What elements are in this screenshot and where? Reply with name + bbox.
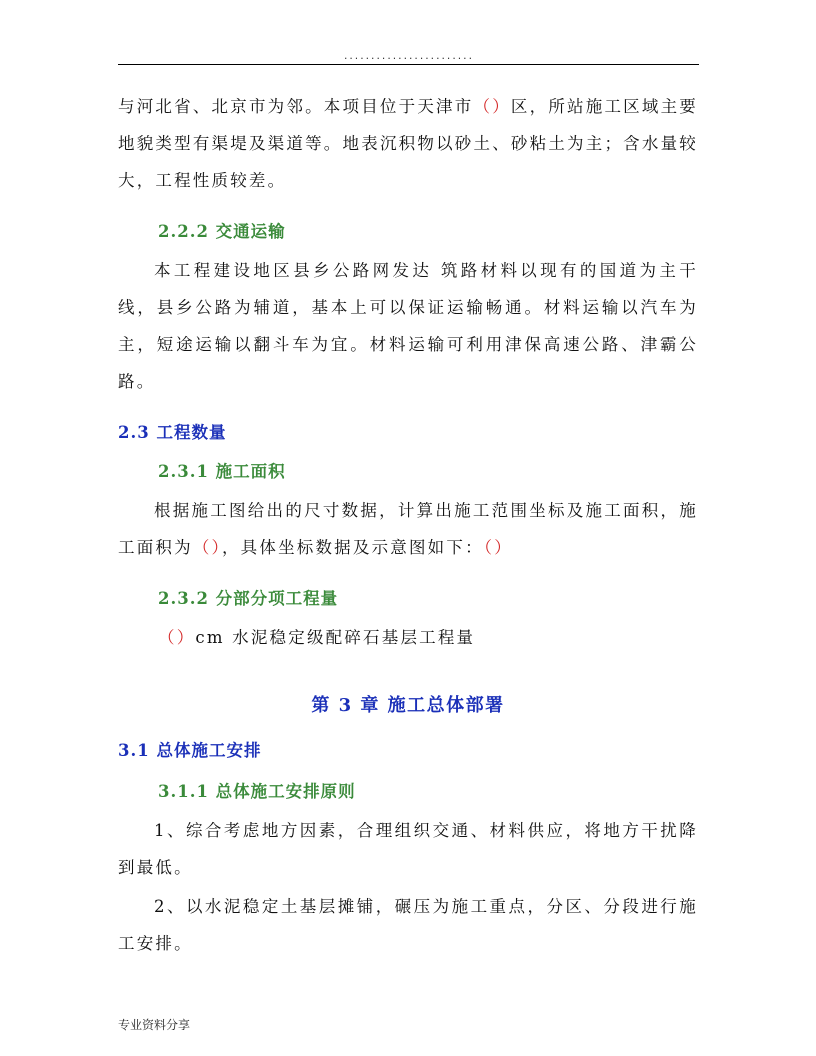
location-text-line3: 大，工程性质较差。 <box>118 171 287 190</box>
paragraph-location <box>118 88 698 199</box>
heading-3-1: 3.1 总体施工安排 <box>118 741 262 760</box>
quantity-blank: （） <box>158 628 196 647</box>
quantity-text: cm 水泥稳定级配碎石基层工程量 <box>195 628 476 647</box>
area-blank-2: （） <box>483 538 513 557</box>
paragraph-quantity <box>118 619 698 656</box>
location-text-line2: 地貌类型有渠堤及渠道等。地表沉积物以砂土、砂粘土为主；含水量较 <box>118 134 698 153</box>
location-text-b: 区，所站施工区域主要 <box>510 97 698 116</box>
page-footer: 专业资料分享 <box>118 1018 191 1032</box>
paragraph-area <box>118 492 698 566</box>
area-blank-1: （） <box>192 538 222 557</box>
area-text-b: ，具体坐标数据及示意图如下： <box>221 538 484 557</box>
heading-2-3-2: 2.3.2 分部分项工程量 <box>158 589 339 608</box>
document-body <box>118 88 698 962</box>
heading-3-1-1: 3.1.1 总体施工安排原则 <box>158 782 356 801</box>
heading-2-3: 2.3 工程数量 <box>118 423 227 442</box>
page-header-dots: ........................ <box>342 52 474 62</box>
area-text-a: 根据施工图给出的尺寸数据，计算出施工范围坐标及施工面积，施工面积为 <box>118 501 698 557</box>
header-rule <box>118 64 699 65</box>
location-blank: （） <box>473 97 511 116</box>
heading-2-3-1: 2.3.1 施工面积 <box>158 462 286 481</box>
location-text-a: 与河北省、北京市为邻。本项目位于天津市 <box>118 97 474 116</box>
heading-2-2-2: 2.2.2 交通运输 <box>158 222 286 241</box>
list-item-1: 1、综合考虑地方因素，合理组织交通、材料供应，将地方干扰降到最低。 <box>118 821 698 877</box>
paragraph-transport: 本工程建设地区县乡公路网发达 筑路材料以现有的国道为主干线，县乡公路为辅道，基本上可以保证运输畅通。材料运输以汽车为主，短途运输以翻斗车为宜。材料运输可利用津保高速公路、津霸公路。 <box>118 261 698 391</box>
list-item-2: 2、以水泥稳定土基层摊铺，碾压为施工重点，分区、分段进行施工安排。 <box>118 897 698 953</box>
chapter-3-title: 第 3 章 施工总体部署 <box>311 695 505 716</box>
